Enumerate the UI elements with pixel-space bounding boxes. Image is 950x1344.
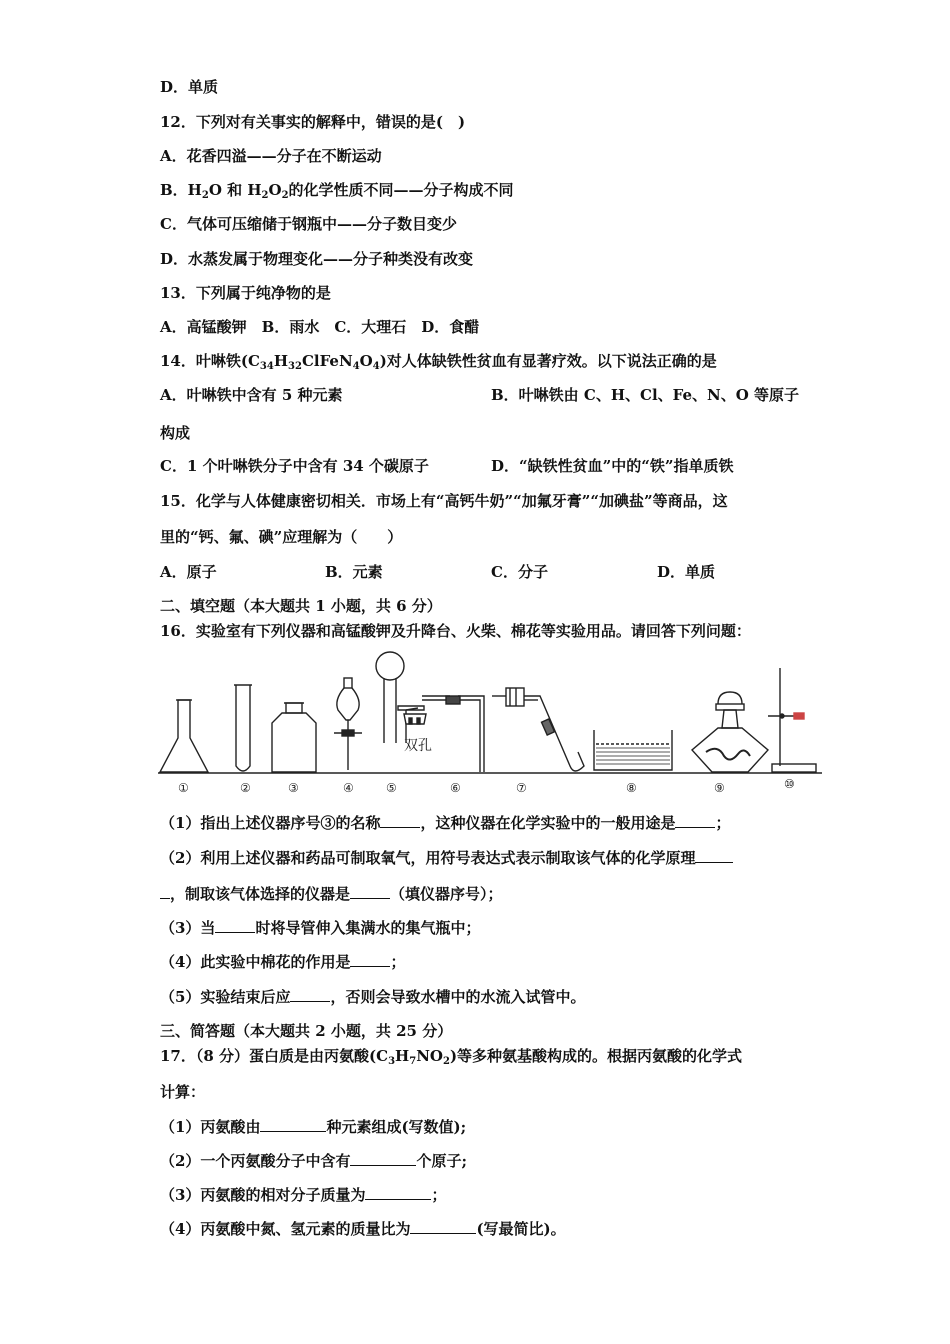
q16-part-2-cont: ，制取该气体选择的仪器是 （填仪器序号）； [160,884,503,904]
question-17-cont: 计算： [160,1083,206,1101]
answer-blank[interactable] [350,1151,416,1166]
q13-options: A．高锰酸钾 B．雨水 C．大理石 D．食醋 [160,318,480,336]
question-16: 16．实验室有下列仪器和高锰酸钾及升降台、火柴、棉花等实验用品。请回答下列问题： [160,622,751,640]
label-2: ② [240,781,251,795]
conical-flask-icon [160,700,208,772]
answer-blank[interactable] [410,1219,476,1234]
label-3: ③ [288,781,299,795]
q12-option-b: B．$H_2O$ 和 $H_2O_2$的化学性质不同——分子构成不同 [160,181,514,201]
question-13: 13．下列属于纯净物的是 [160,284,331,302]
q16-part-2: （2）利用上述仪器和药品可制取氧气，用符号表达式表示制取该气体的化学原理 [160,848,733,868]
answer-blank[interactable] [695,848,733,863]
stopper-label: 双孔 [404,738,432,754]
q17-part-3: （3）丙氨酸的相对分子质量为 ； [160,1186,447,1204]
answer-blank[interactable] [675,813,715,828]
separatory-funnel-icon [334,678,362,770]
answer-blank[interactable] [350,952,390,967]
test-tube-icon [234,685,252,771]
answer-blank[interactable] [380,813,420,828]
alcohol-lamp-icon [692,692,768,772]
q14-option-d: D．“缺铁性贫血”中的“铁”指单质铁 [491,457,734,475]
delivery-tube-icon [492,688,584,771]
label-6: ⑥ [450,781,461,795]
label-10: ⑩ [784,777,795,791]
answer-blank[interactable] [260,1117,326,1132]
answer-blank[interactable] [290,987,330,1002]
water-trough-icon [594,730,672,770]
question-15: 15．化学与人体健康密切相关．市场上有“高钙牛奶”“加氟牙膏”“加碘盐”等商品，这 [160,492,728,510]
q17-part-1: （1）丙氨酸由 种元素组成(写数值); [160,1118,467,1136]
q14-option-b: B．叶啉铁由 C、H、Cl、Fe、N、O 等原子 [491,386,800,404]
iron-stand-icon [768,668,816,772]
q16-part-1: （1）指出上述仪器序号③的名称 ，这种仪器在化学实验中的一般用途是 ； [160,814,731,832]
q12-option-c: C．气体可压缩储于钢瓶中——分子数目变少 [160,215,457,233]
q16-part-5: （5）实验结束后应 ，否则会导致水槽中的水流入试管中。 [160,988,586,1006]
section-2-heading: 二、填空题（本大题共 1 小题，共 6 分） [160,597,442,615]
answer-blank[interactable] [215,918,255,933]
q14-option-b-cont: 构成 [160,424,191,442]
label-4: ④ [343,781,354,795]
glass-tube-icon [422,696,484,772]
question-12: 12．下列对有关事实的解释中，错误的是( ) [160,113,466,131]
answer-blank[interactable] [365,1185,431,1200]
long-neck-funnel-icon [376,652,432,754]
q15-option-b: B．元素 [325,563,383,581]
answer-blank[interactable] [350,884,390,899]
apparatus-figure [158,648,822,796]
prev-option-d: D．单质 [160,78,219,96]
label-7: ⑦ [516,781,527,795]
q16-part-4: （4）此实验中棉花的作用是 ； [160,953,406,971]
q15-option-a: A．原子 [160,563,217,581]
label-1: ① [178,781,189,795]
question-17: 17．（8 分）蛋白质是由丙氨酸$(C_3H_7NO_2)$等多种氨基酸构成的。根据丙氨酸的化学式 [160,1047,743,1067]
q17-part-4: （4）丙氨酸中氮、氢元素的质量比为 (写最简比)。 [160,1220,566,1238]
q15-option-d: D．单质 [657,563,716,581]
gas-bottle-icon [272,703,316,772]
q14-option-a: A．叶啉铁中含有 5 种元素 [160,386,343,404]
question-14: 14．叶啉铁$(C_{34}H_{32}ClFeN_4O_4)$对人体缺铁性贫血有显著疗效。以下说法正确的是 [160,352,717,372]
label-8: ⑧ [626,781,637,795]
answer-blank[interactable] [160,884,170,899]
question-15-cont: 里的“钙、氟、碘”应理解为（ ） [160,528,403,546]
label-5: ⑤ [386,781,397,795]
q12-option-a: A．花香四溢——分子在不断运动 [160,147,382,165]
label-9: ⑨ [714,781,725,795]
q17-part-2: （2）一个丙氨酸分子中含有 个原子; [160,1152,467,1170]
q15-option-c: C．分子 [491,563,548,581]
q14-option-c: C．1 个叶啉铁分子中含有 34 个碳原子 [160,457,429,475]
section-3-heading: 三、简答题（本大题共 2 小题，共 25 分） [160,1022,453,1040]
q16-part-3: （3）当 时将导管伸入集满水的集气瓶中； [160,919,481,937]
q12-option-d: D．水蒸发属于物理变化——分子种类没有改变 [160,250,474,268]
